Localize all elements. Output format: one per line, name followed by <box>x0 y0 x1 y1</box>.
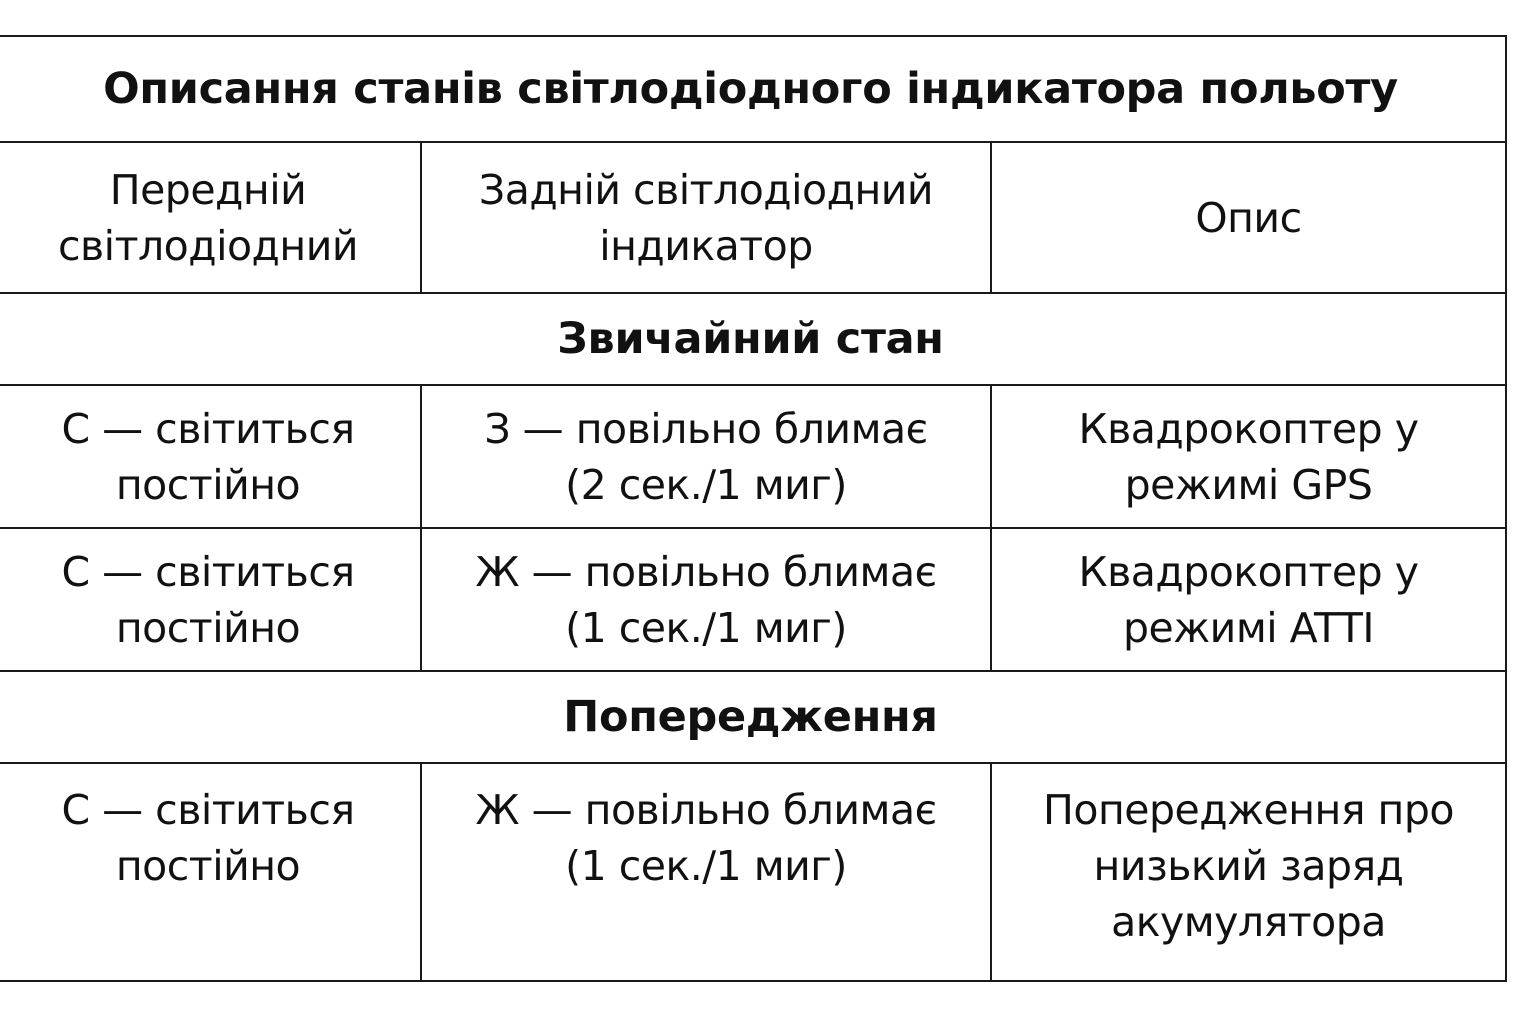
header-rear-led: Задній світлодіодний індикатор <box>421 142 991 293</box>
cell-description: Попередження про низький заряд акумулятора <box>991 763 1506 981</box>
table-title-row <box>0 36 1506 142</box>
header-front-led: Передній світлодіодний <box>0 142 421 293</box>
table-title: Описання станів світлодіодного індикатора польоту <box>0 36 1506 142</box>
cell-front-led: С — світиться постійно <box>0 385 421 528</box>
cell-rear-led: З — повільно блимає (2 сек./1 миг) <box>421 385 991 528</box>
cell-front-led: С — світиться постійно <box>0 763 421 981</box>
column-header-row <box>0 142 1506 293</box>
cell-rear-led: Ж — повільно блимає (1 сек./1 миг) <box>421 528 991 671</box>
table-row <box>0 763 1506 981</box>
led-status-table <box>0 35 1507 982</box>
section-row-normal <box>0 293 1506 385</box>
cell-description: Квадрокоптер у режимі ATTI <box>991 528 1506 671</box>
cell-description: Квадрокоптер у режимі GPS <box>991 385 1506 528</box>
cell-front-led: С — світиться постійно <box>0 528 421 671</box>
header-description: Опис <box>991 142 1506 293</box>
table-row <box>0 528 1506 671</box>
section-title-normal: Звичайний стан <box>0 293 1506 385</box>
cell-rear-led: Ж — повільно блимає (1 сек./1 миг) <box>421 763 991 981</box>
section-title-warning: Попередження <box>0 671 1506 763</box>
section-row-warning <box>0 671 1506 763</box>
table-row <box>0 385 1506 528</box>
